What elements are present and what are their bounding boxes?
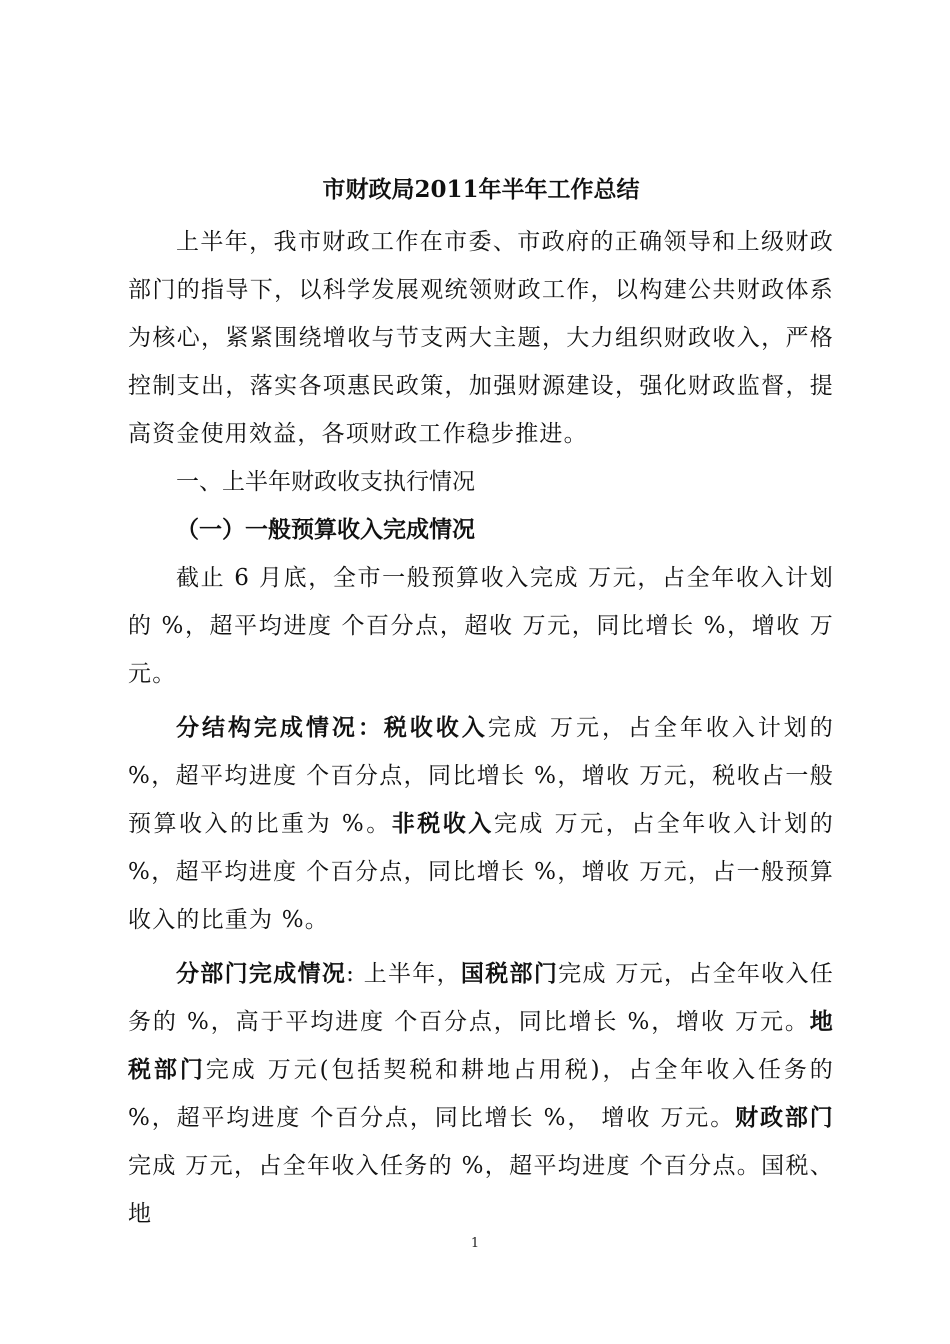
section-heading-1: 一、上半年财政收支执行情况 (176, 469, 475, 495)
document-page (128, 170, 834, 1238)
dishui-label: 地税部门 (128, 1008, 834, 1083)
tax-label: 税收收入 (383, 714, 488, 741)
document-title: 市财政局2011年半年工作总结 (322, 176, 640, 203)
guoshui-label: 国税部门 (460, 960, 559, 987)
tax-text: 完成 万元，占全年收入计划的 %，超平均进度 个百分点，同比增长 %，增收 万元，税收占一般预算收入的比重为 %。 (128, 715, 834, 837)
subsection-heading-1: （一）一般预算收入完成情况 (176, 516, 475, 543)
nontax-label: 非税收入 (391, 810, 494, 837)
dishui-text: 完成 万元(包括契税和耕地占用税)，占全年收入任务的 %，超平均进度 个百分点，同比增长 %， 增收 万元。 (128, 1057, 834, 1131)
department-lead: 分部门完成情况 (176, 960, 347, 987)
caizheng-label: 财政部门 (735, 1104, 834, 1131)
page-number: 1 (470, 1236, 480, 1251)
structure-paragraph (128, 704, 834, 944)
intro-paragraph: 上半年，我市财政工作在市委、市政府的正确领导和上级财政部门的指导下，以科学发展观统领财政工作，以构建公共财政体系为核心，紧紧围绕增收与节支两大主题，大力组织财政收入，严格控制支出，落实各项惠民政策，加强财源建设，强化财政监督，提高资金使用效益，各项财政工作稳步推进。 (128, 229, 834, 447)
summary-paragraph: 截止 6 月底，全市一般预算收入完成 万元，占全年收入计划的 %，超平均进度 个百分点，超收 万元，同比增长 %，增收 万元。 (128, 565, 834, 687)
caizheng-text: 完成 万元，占全年收入任务的 %，超平均进度 个百分点。国税、地 (128, 1153, 834, 1227)
nontax-text: 完成 万元，占全年收入计划的 %，超平均进度 个百分点，同比增长 %，增收 万元，占一般预算收入的比重为 %。 (128, 811, 834, 933)
structure-lead: 分结构完成情况： (176, 714, 384, 741)
guoshui-text: 完成 万元，占全年收入任务的 %，高于平均进度 个百分点，同比增长 %，增收 万元。 (128, 961, 834, 1035)
department-paragraph (128, 950, 834, 1238)
department-lead-rest: : 上半年， (346, 961, 461, 987)
